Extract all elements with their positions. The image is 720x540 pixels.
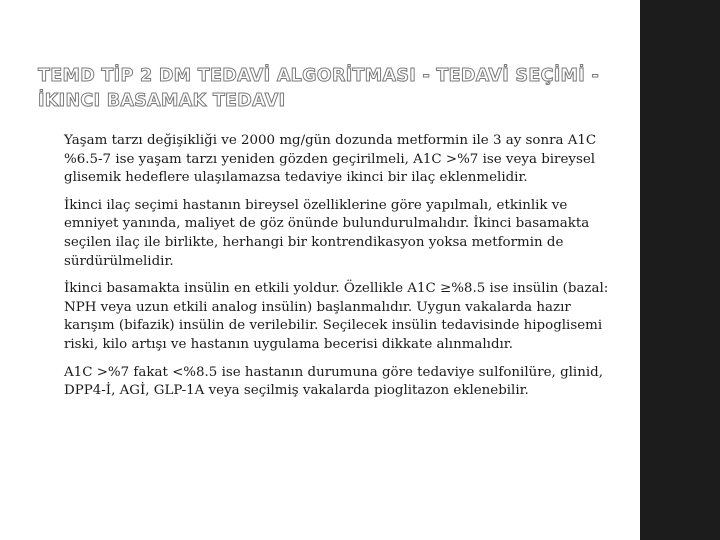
- bullet-text: İkinci ilaç seçimi hastanın bireysel özelliklerine göre yapılmalı, etkinlik ve emniyet yanında, maliyet de göz önünde bulundurulmalıdır. İkinci basamakta seçilen ilaç ile birlikte, herhangi bir kontrendikasyon yoksa metformin de sürdürülmelidir.: [64, 197, 590, 269]
- bullet-list: [44, 132, 622, 410]
- bullet-text: İkinci basamakta insülin en etkili yoldur. Özellikle A1C ≥%8.5 ise insülin (bazal: NPH veya uzun etkili analog insülin) başlanmalıdır. Uygun vakalarda hazır karışım (bifazik) insülin de verilebilir. Seçilecek insülin tedavisinde hipoglisemi riski, kilo artışı ve hastanın uygulama becerisi dikkate alınmalıdır.: [64, 281, 609, 352]
- bullet-text: A1C >%7 fakat <%8.5 ise hastanın durumuna göre tedaviye sulfonilüre, glinid, DPP4-İ, AGİ, GLP-1A veya seçilmiş vakalarda pioglitazon eklenebilir.: [64, 364, 603, 399]
- slide-title: TEMD TİP 2 DM TEDAVİ ALGORİTMASI - TEDAVİ SEÇİMİ - İKINCI BASAMAK TEDAVI: [38, 66, 600, 111]
- bullet-item: [44, 132, 622, 188]
- bullet-text: Yaşam tarzı değişikliği ve 2000 mg/gün dozunda metformin ile 3 ay sonra A1C %6.5-7 ise yaşam tarzı yeniden gözden geçirilmeli, A1C >%7 ise veya bireysel glisemik hedeflere ulaşılamazsa tedaviye ikinci bir ilaç eklenmelidir.: [64, 133, 597, 186]
- bullet-item: [44, 197, 622, 271]
- bullet-item: [44, 280, 622, 354]
- dark-side-bar: [640, 0, 720, 540]
- bullet-item: [44, 364, 622, 401]
